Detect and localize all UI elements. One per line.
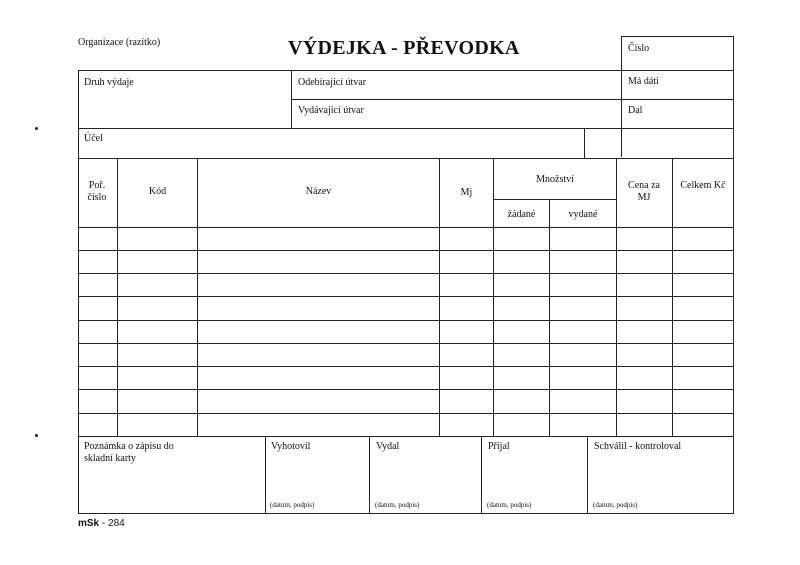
received-date-signature: (datum, podpis) [487, 501, 532, 509]
footer-col-approved [587, 436, 588, 514]
footer-col-received [481, 436, 482, 514]
form-code-brand: mSk [78, 518, 100, 529]
line-info-bottom [78, 128, 734, 129]
debit-label: Má dáti [628, 76, 659, 87]
issued-date-signature: (datum, podpis) [375, 501, 420, 509]
approved-label: Schválil - kontroloval [594, 441, 682, 452]
form-code [78, 518, 125, 529]
col-header-issued: vydané [568, 209, 598, 220]
line-row-6 [78, 366, 734, 367]
prepared-label: Vyhotovil [271, 441, 311, 452]
approved-date-signature: (datum, podpis) [593, 501, 638, 509]
col-header-unit: Mj [460, 187, 473, 198]
line-row-7 [78, 389, 734, 390]
form-title: VÝDEJKA - PŘEVODKA [288, 37, 520, 59]
col-line-unit [439, 158, 440, 436]
col-header-total: Celkem Kč [680, 180, 726, 191]
frame-top-main [78, 70, 734, 71]
line-table-header-bottom [78, 227, 734, 228]
purpose-label: Účel [84, 133, 103, 144]
receiving-unit-label: Odebírající útvar [298, 77, 367, 88]
issue-type-label: Druh výdaje [84, 77, 134, 88]
col-header-order-number: Poř. číslo [87, 180, 107, 203]
issuing-unit-label: Vydávající útvar [298, 105, 364, 116]
col-header-requested: žádané [507, 209, 536, 220]
footer-col-prepared [265, 436, 266, 514]
number-label: Číslo [628, 43, 650, 54]
organization-label: Organizace (razítko) [78, 37, 161, 48]
line-table-bottom [78, 436, 734, 437]
col-header-quantity: Množství [536, 174, 574, 185]
col-line-quantity [493, 158, 494, 436]
col-header-name: Název [305, 186, 332, 197]
prepared-date-signature: (datum, podpis) [270, 501, 315, 509]
line-table-top [78, 158, 734, 159]
form-code-number: - 284 [101, 518, 125, 529]
received-label: Přijal [488, 441, 510, 452]
frame-left-number [621, 36, 622, 157]
line-row-8 [78, 413, 734, 414]
col-header-unit-price: Cena za MJ [628, 180, 660, 203]
footer-col-issued [369, 436, 370, 514]
line-row-5 [78, 343, 734, 344]
punch-hole-top [35, 127, 38, 130]
line-row-3 [78, 296, 734, 297]
note-label: Poznámka o zápisu do skladní karty [84, 441, 174, 464]
line-row-4 [78, 320, 734, 321]
line-row-2 [78, 273, 734, 274]
line-quantity-split [493, 199, 616, 200]
line-purpose-divider [584, 128, 585, 158]
frame-bottom [78, 513, 734, 514]
col-line-issued [549, 199, 550, 436]
frame-top-number [621, 36, 734, 37]
frame-right [733, 36, 734, 514]
col-line-price [616, 158, 617, 436]
frame-left [78, 70, 79, 514]
line-row-1 [78, 250, 734, 251]
line-receiving-bottom [291, 99, 734, 100]
col-line-name [197, 158, 198, 436]
credit-label: Dal [628, 105, 643, 116]
col-line-code [117, 158, 118, 436]
punch-hole-bottom [35, 434, 38, 437]
col-line-total [672, 158, 673, 436]
issued-by-label: Vydal [376, 441, 400, 452]
col-header-code: Kód [148, 186, 167, 197]
